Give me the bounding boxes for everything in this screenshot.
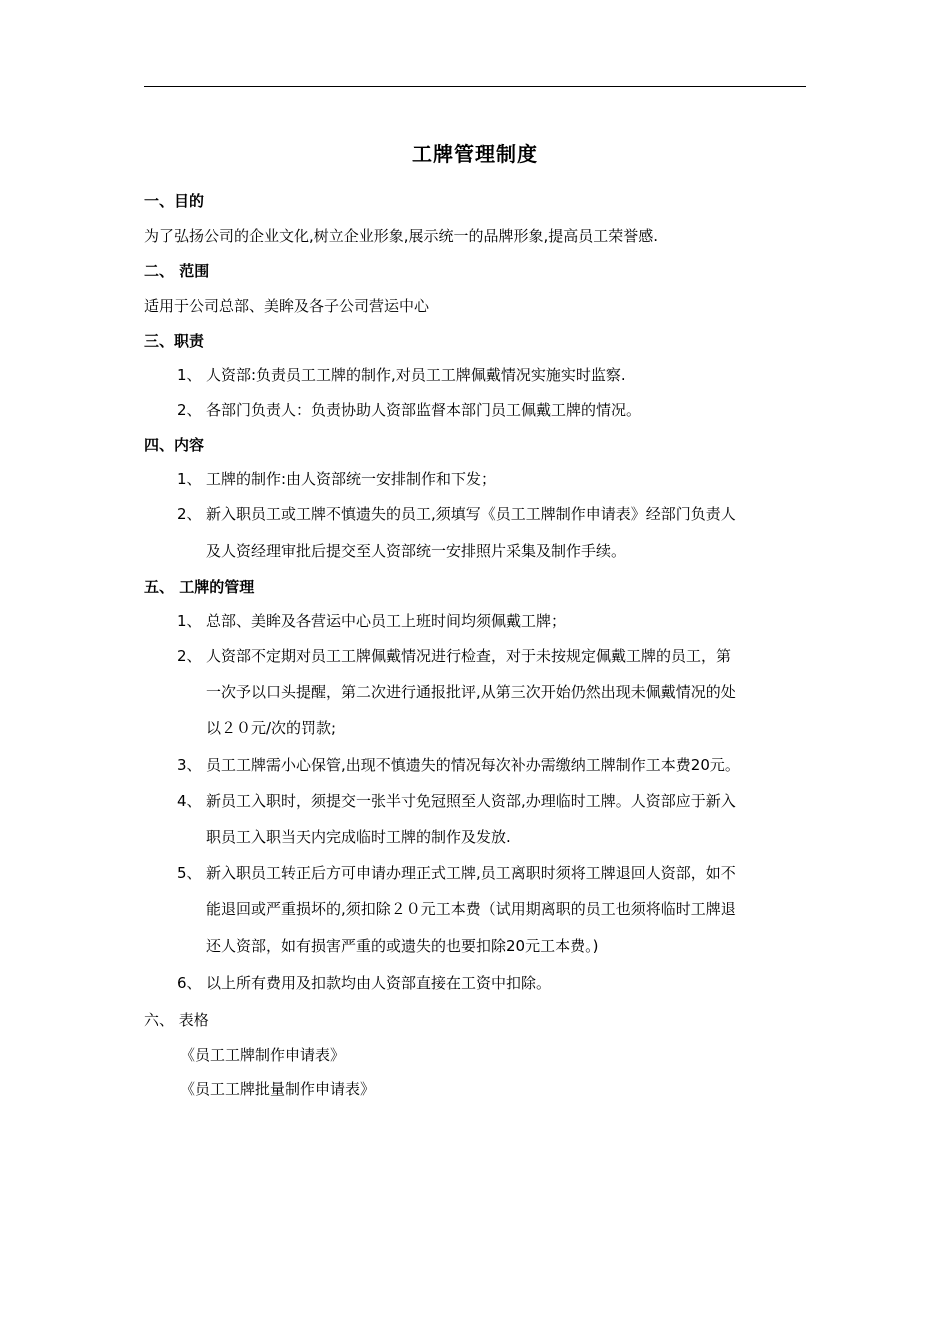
management-item-2 [177, 646, 731, 666]
list-item-text: 人资部不定期对员工工牌佩戴情况进行检查，对于未按规定佩戴工牌的员工，第 [206, 647, 732, 665]
form-link-application: 《员工工牌制作申请表》 [180, 1046, 346, 1064]
section-heading-scope: 二、 范围 [144, 262, 210, 280]
list-number: 5、 [177, 864, 202, 882]
list-number: 2、 [177, 401, 202, 419]
content-item-2-continued: 及人资经理审批后提交至人资部统一安排照片采集及制作手续。 [206, 542, 627, 560]
management-item-3 [177, 755, 740, 775]
management-item-2-line-2: 一次予以口头提醒，第二次进行通报批评,从第三次开始仍然出现未佩戴情况的处 [206, 683, 736, 701]
list-number: 1、 [177, 470, 202, 488]
list-number: 2、 [177, 505, 202, 523]
management-item-5 [177, 863, 736, 883]
list-number: 3、 [177, 756, 202, 774]
section-heading-purpose: 一、目的 [144, 192, 205, 210]
form-link-batch-application: 《员工工牌批量制作申请表》 [180, 1080, 376, 1098]
management-item-5-line-3: 还人资部，如有损害严重的或遗失的也要扣除20元工本费。) [206, 937, 599, 955]
section-heading-management: 五、 工牌的管理 [144, 578, 255, 596]
section-heading-duties: 三、职责 [144, 332, 205, 350]
duties-item-1 [177, 365, 626, 385]
list-number: 2、 [177, 647, 202, 665]
content-item-2 [177, 504, 736, 524]
management-item-5-line-2: 能退回或严重损坏的,须扣除２０元工本费（试用期离职的员工也须将临时工牌退 [206, 900, 736, 918]
management-item-1 [177, 611, 566, 631]
document-title: 工牌管理制度 [412, 142, 538, 166]
duties-item-2 [177, 400, 641, 420]
management-item-6 [177, 973, 551, 993]
list-item-text: 新入职员工或工牌不慎遗失的员工,须填写《员工工牌制作申请表》经部门负责人 [206, 505, 736, 523]
list-number: 6、 [177, 974, 202, 992]
list-item-text: 总部、美眸及各营运中心员工上班时间均须佩戴工牌； [206, 612, 567, 630]
list-item-text: 新入职员工转正后方可申请办理正式工牌,员工离职时须将工牌退回人资部，如不 [206, 864, 736, 882]
management-item-4-line-2: 职员工入职当天内完成临时工牌的制作及发放. [206, 828, 511, 846]
list-item-text: 工牌的制作:由人资部统一安排制作和下发； [206, 470, 497, 488]
list-number: 4、 [177, 792, 202, 810]
list-item-text: 各部门负责人：负责协助人资部监督本部门员工佩戴工牌的情况。 [206, 401, 642, 419]
section-heading-forms: 六、 表格 [144, 1011, 209, 1029]
management-item-2-line-3: 以２０元/次的罚款; [206, 719, 337, 737]
purpose-text: 为了弘扬公司的企业文化,树立企业形象,展示统一的品牌形象,提高员工荣誉感. [144, 227, 659, 245]
list-number: 1、 [177, 612, 202, 630]
section-heading-content: 四、内容 [144, 436, 205, 454]
list-number: 1、 [177, 366, 202, 384]
management-item-4 [177, 791, 736, 811]
list-item-text: 以上所有费用及扣款均由人资部直接在工资中扣除。 [206, 974, 552, 992]
scope-text: 适用于公司总部、美眸及各子公司营运中心 [144, 297, 430, 315]
list-item-text: 员工工牌需小心保管,出现不慎遗失的情况每次补办需缴纳工牌制作工本费20元。 [206, 756, 740, 774]
list-item-text: 人资部:负责员工工牌的制作,对员工工牌佩戴情况实施实时监察. [206, 366, 626, 384]
list-item-text: 新员工入职时，须提交一张半寸免冠照至人资部,办理临时工牌。人资部应于新入 [206, 792, 736, 810]
header-rule [144, 86, 806, 87]
content-item-1 [177, 469, 496, 489]
